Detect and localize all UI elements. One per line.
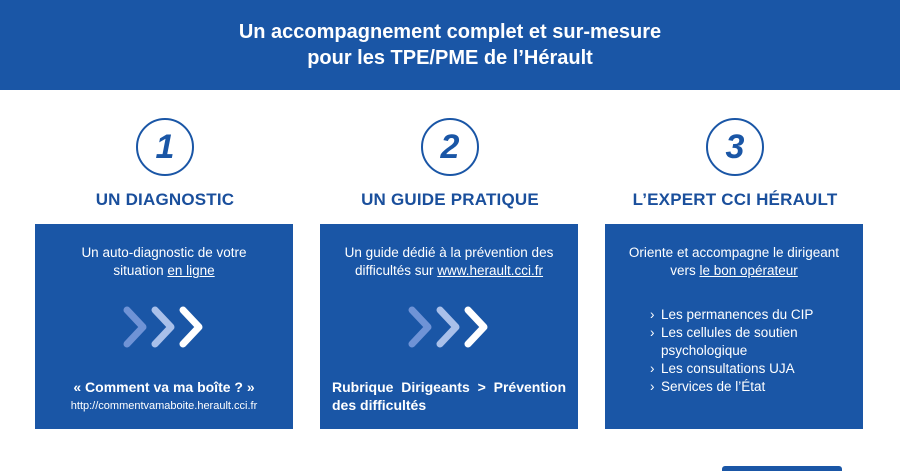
chevron-right-icon: ›: [650, 307, 655, 322]
list-item: [650, 306, 853, 324]
rubric-separator: >: [477, 379, 486, 395]
online-link[interactable]: en ligne: [167, 263, 215, 278]
step-number-circle: 1: [136, 118, 194, 176]
list-item: [650, 378, 853, 396]
rubric-target: Prévention: [493, 379, 566, 395]
rubric-path: [332, 378, 566, 414]
step-2-header: [320, 118, 580, 210]
list-item: [650, 324, 853, 360]
description-line: Un guide dédié à la prévention des: [344, 245, 554, 260]
step-title: UN DIAGNOSTIC: [95, 190, 235, 209]
chevron-right-icon: ›: [650, 361, 655, 376]
rubric-section: Dirigeants: [401, 379, 470, 395]
card-description: [615, 244, 853, 280]
guide-card: [320, 224, 578, 429]
operator-link[interactable]: le bon opérateur: [699, 263, 798, 278]
step-title: UN GUIDE PRATIQUE: [361, 190, 539, 209]
card-description: [330, 244, 568, 280]
step-1-header: [35, 118, 295, 210]
description-text: difficultés sur: [354, 263, 438, 278]
triple-chevron-icon: [121, 304, 207, 350]
list-item-text: Services de l’État: [661, 379, 766, 394]
list-item-text: Les consultations UJA: [661, 361, 795, 376]
services-list: [650, 306, 853, 396]
banner-title-line2: pour les TPE/PME de l’Hérault: [307, 47, 593, 69]
diagnostic-url[interactable]: http://commentvamaboite.herault.cci.fr: [70, 400, 258, 412]
description-line: [330, 262, 568, 280]
step-title: L’EXPERT CCI HÉRAULT: [632, 190, 838, 209]
header-banner: [0, 0, 900, 90]
card-description: [45, 244, 283, 280]
description-line: Un auto-diagnostic de votre: [81, 245, 247, 260]
triple-chevron-icon: [406, 304, 492, 350]
rubric-target-line2: des difficultés: [332, 397, 427, 413]
list-item-text: Les permanences du CIP: [661, 307, 814, 322]
description-text: situation: [113, 263, 168, 278]
list-item-text: Les cellules de soutien psychologique: [661, 325, 798, 358]
banner-title-line1: Un accompagnement complet et sur-mesure: [238, 21, 662, 43]
diagnostic-card: [35, 224, 293, 429]
step-number-circle: 3: [706, 118, 764, 176]
rubric-label: Rubrique: [332, 379, 394, 395]
chevron-right-icon: ›: [650, 325, 655, 340]
description-line: [615, 262, 853, 280]
description-line: Oriente et accompagne le dirigeant: [628, 245, 840, 260]
step-number-circle: 2: [421, 118, 479, 176]
expert-card: [605, 224, 863, 429]
website-link[interactable]: www.herault.cci.fr: [437, 263, 544, 278]
description-line: [45, 262, 283, 280]
description-text: vers: [670, 263, 700, 278]
bottom-edge-tab: [722, 466, 842, 471]
step-3-header: [605, 118, 865, 210]
list-item: [650, 360, 853, 378]
chevron-right-icon: ›: [650, 379, 655, 394]
diagnostic-name: « Comment va ma boîte ? »: [73, 379, 255, 395]
